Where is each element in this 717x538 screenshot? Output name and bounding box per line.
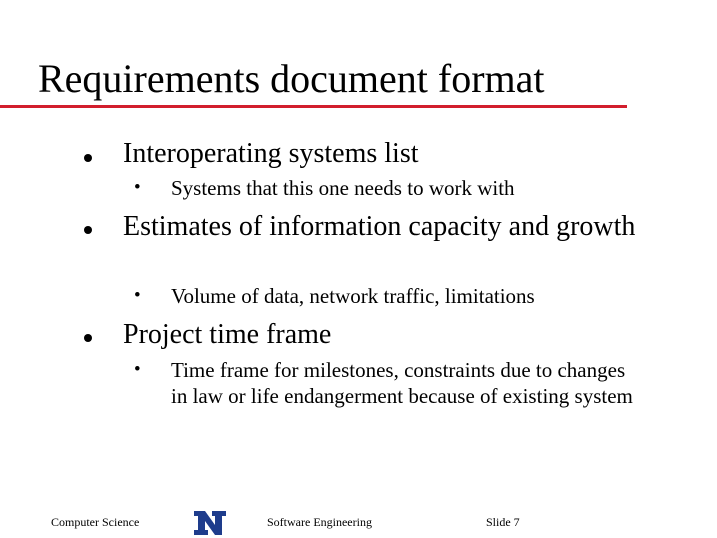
bullet-dot-icon: [84, 154, 92, 162]
bullet-item-time-frame: Project time frame: [123, 319, 332, 350]
footer-course: Software Engineering: [267, 515, 372, 529]
logo-shape: [194, 511, 226, 535]
bullet-item-capacity-estimates: Estimates of information capacity and growth: [123, 211, 636, 242]
sub-item-milestones: Time frame for milestones, constraints due to changes in law or life endangerment because of existing system: [171, 358, 633, 408]
sub-item-systems: Systems that this one needs to work with: [171, 176, 515, 200]
sub-bullet-icon: •: [134, 285, 141, 306]
slide-title: Requirements document format: [38, 56, 545, 101]
bullet-dot-icon: [84, 334, 92, 342]
sub-item-volume: Volume of data, network traffic, limitations: [171, 284, 535, 308]
sub-bullet-icon: •: [134, 177, 141, 198]
title-divider-bar: [0, 105, 627, 108]
nebraska-n-logo-icon: [193, 510, 227, 536]
bullet-dot-icon: [84, 226, 92, 234]
footer-department: Computer Science: [51, 515, 140, 529]
footer-slide-number: Slide 7: [486, 515, 520, 529]
sub-bullet-icon: •: [134, 359, 141, 380]
bullet-item-interoperating-systems: Interoperating systems list: [123, 138, 419, 169]
title-divider: [0, 105, 627, 108]
